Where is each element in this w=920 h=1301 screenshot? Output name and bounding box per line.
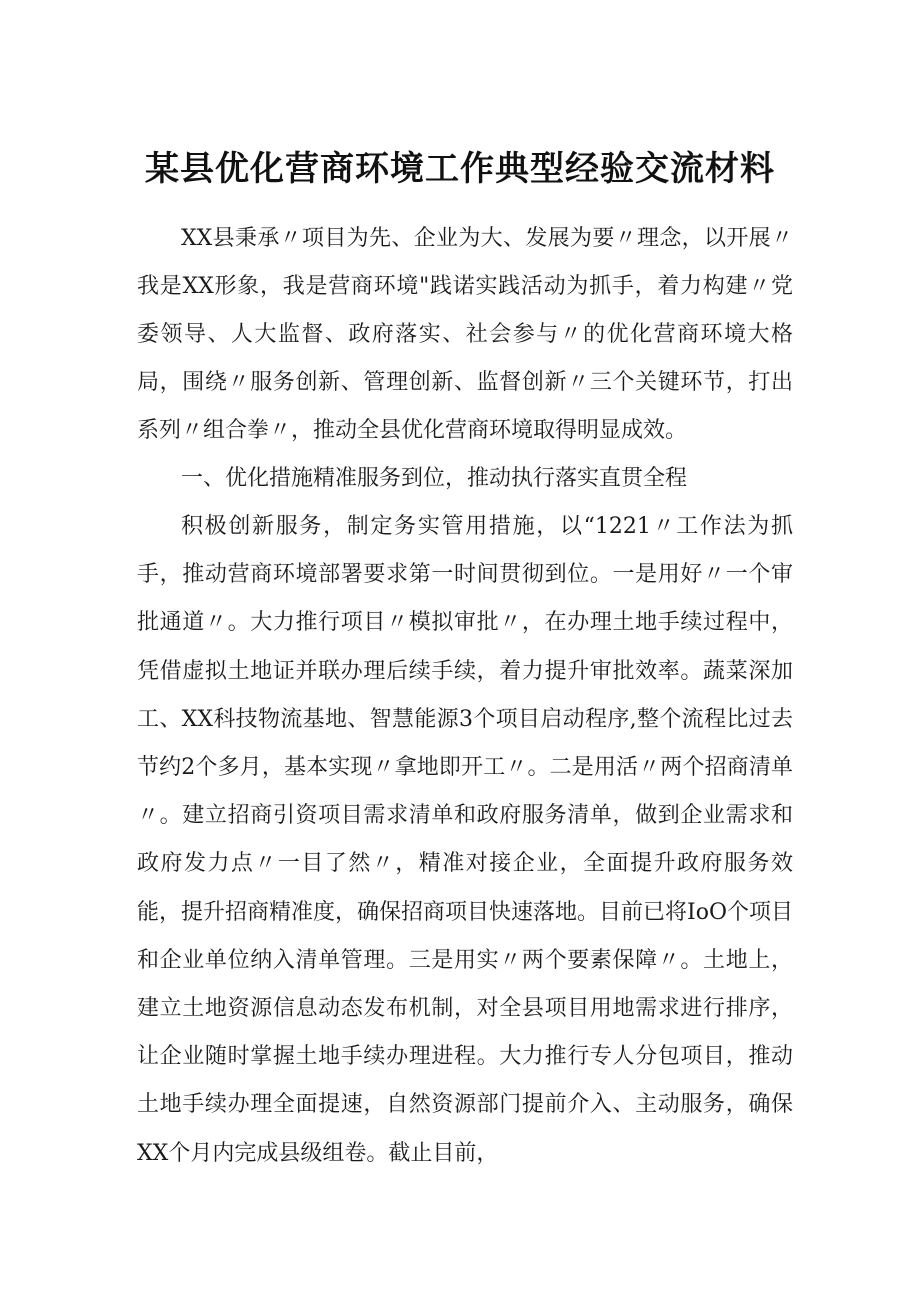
- document-title: 某县优化营商环境工作典型经验交流材料: [145, 149, 775, 189]
- paragraph-intro: XX县秉承〃项目为先、企业为大、发展为要〃理念，以开展〃我是XX形象，我是营商环境"践诺实践活动为抓手，着力构建〃党委领导、人大监督、政府落实、社会参与〃的优化营商环境大格局，围绕〃服务创新、管理创新、监督创新〃三个关键环节，打出系列〃组合拳〃，推动全县优化营商环境取得明显成效。: [137, 226, 793, 443]
- section-heading-1: 一、优化措施精准服务到位，推动执行落实直贯全程: [181, 466, 688, 491]
- paragraph-section-1: 积极创新服务，制定务实管用措施，以“1221〃工作法为抓手，推动营商环境部署要求第一时间贯彻到位。一是用好〃一个审批通道〃。大力推行项目〃模拟审批〃，在办理土地手续过程中，凭借虚拟土地证并联办理后续手续，着力提升审批效率。蔬菜深加工、XX科技物流基地、智慧能源3个项目启动程序,整个流程比过去节约2个多月，基本实现〃拿地即开工〃。二是用活〃两个招商清单〃。建立招商引资项目需求清单和政府服务清单，做到企业需求和政府发力点〃一目了然〃，精准对接企业，全面提升政府服务效能，提升招商精准度，确保招商项目快速落地。目前已将IoO个项目和企业单位纳入清单管理。三是用实〃两个要素保障〃。土地上，建立土地资源信息动态发布机制，对全县项目用地需求进行排序，让企业随时掌握土地手续办理进程。大力推行专人分包项目，推动土地手续办理全面提速，自然资源部门提前介入、主动服务，确保XX个月内完成县级组卷。截止目前，: [137, 514, 793, 1166]
